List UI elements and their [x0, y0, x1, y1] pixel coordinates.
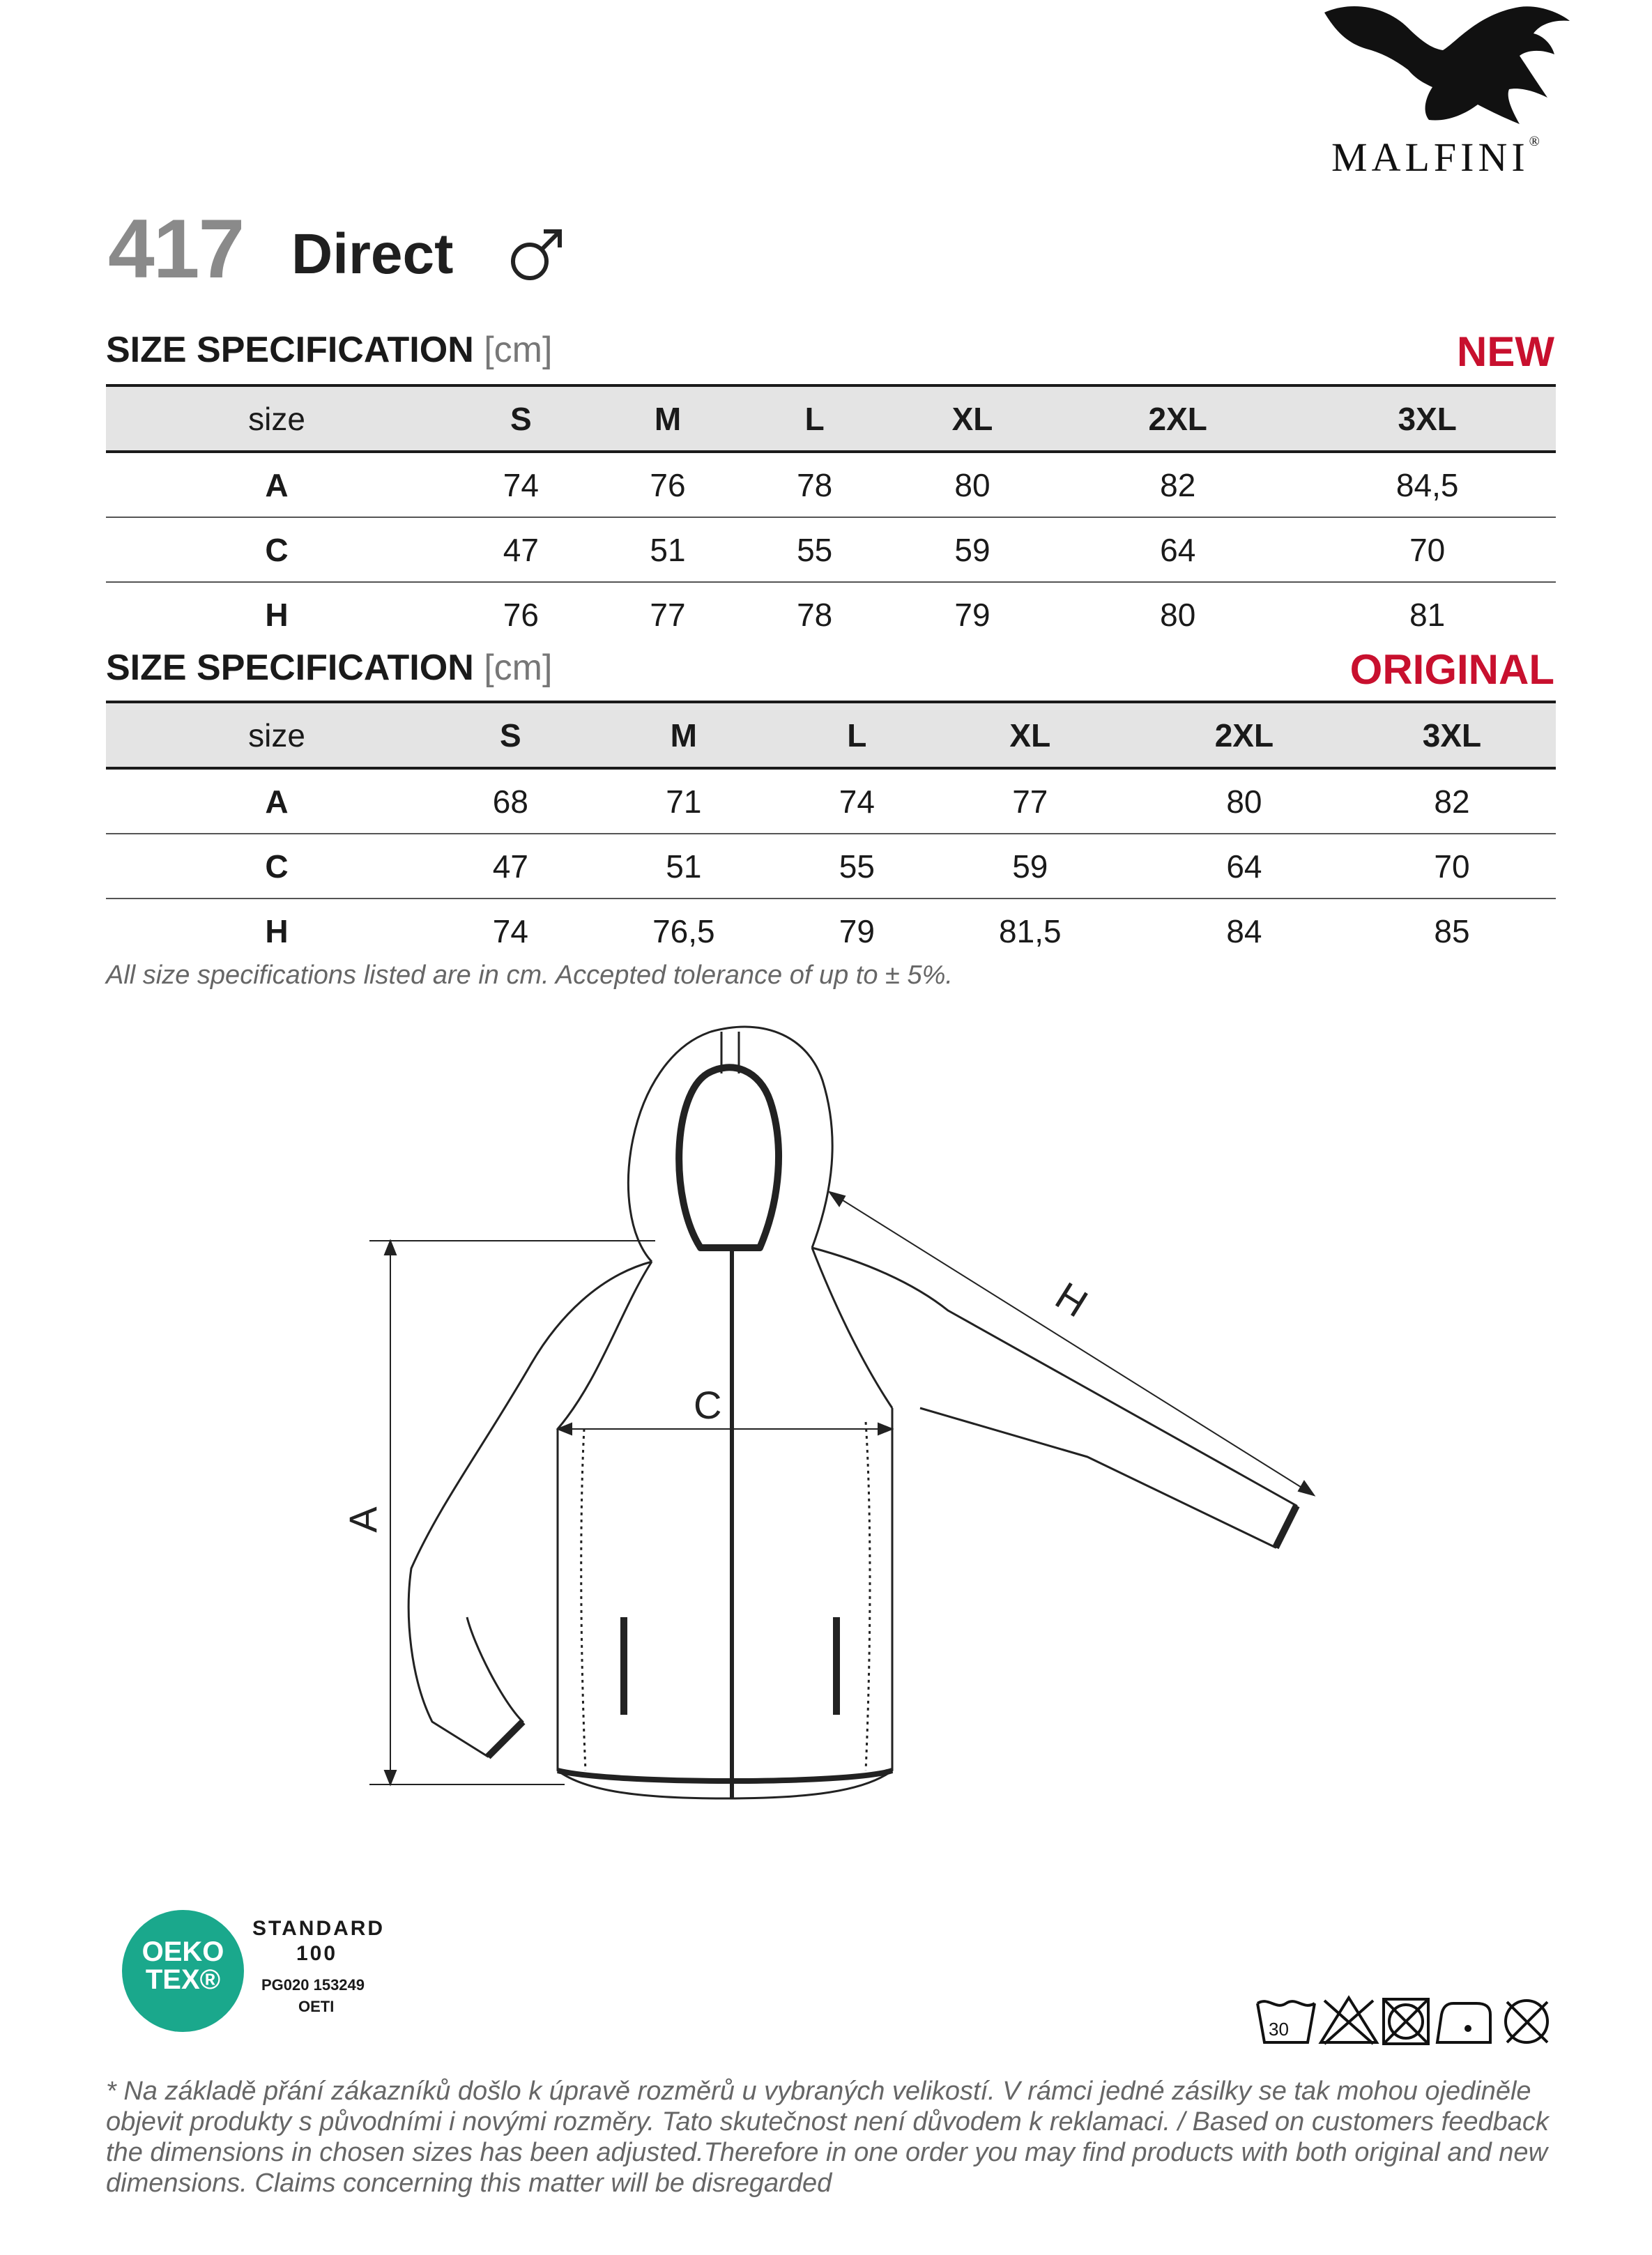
- table-cell: 71: [574, 768, 794, 834]
- dimension-label-c: C: [694, 1383, 722, 1427]
- oeko-standard-label: STANDARD: [252, 1917, 385, 1940]
- table-row: [106, 452, 1556, 517]
- header-cell: L: [741, 385, 888, 452]
- header-cell: M: [595, 385, 742, 452]
- oeko-badge-line1: OEKO: [142, 1936, 224, 1967]
- table-cell: 80: [1160, 596, 1196, 633]
- table-cell: 79: [954, 596, 991, 633]
- table-cell: 84: [1226, 912, 1262, 949]
- table-cell: 76,5: [652, 912, 715, 949]
- row-label: A: [106, 768, 448, 834]
- size-table-new: [106, 384, 1556, 646]
- table-cell: 80: [1140, 768, 1348, 834]
- no-bleach-icon: [1321, 1998, 1377, 2044]
- table-cell: 70: [1299, 517, 1556, 582]
- table-title-new: SIZE SPECIFICATION [cm]: [106, 330, 553, 370]
- table-cell: 64: [1140, 834, 1348, 899]
- table-cell: 77: [920, 768, 1140, 834]
- header-cell: XL: [920, 702, 1140, 768]
- table-row: [106, 834, 1556, 899]
- header-cell: size: [106, 702, 448, 768]
- table-cell: 70: [1348, 834, 1556, 899]
- header-cell: XL: [888, 385, 1057, 452]
- table-cell: 82: [1057, 452, 1299, 517]
- wash-temperature: 30: [1269, 2019, 1289, 2040]
- product-name: Direct: [291, 222, 454, 286]
- eagle-icon: [1310, 0, 1575, 139]
- oeko-standard-number: 100: [296, 1942, 338, 1965]
- header-cell: S: [448, 385, 595, 452]
- oeko-badge-line2: TEX®: [145, 1964, 221, 1995]
- row-label: C: [106, 517, 448, 582]
- table-cell: 51: [595, 517, 742, 582]
- care-icons: [1255, 1994, 1561, 2049]
- row-label: H: [265, 912, 289, 949]
- dimension-label-a: A: [341, 1506, 385, 1533]
- table-cell: 84,5: [1299, 452, 1556, 517]
- table-cell: 81,5: [999, 912, 1062, 949]
- table-cell: 81: [1409, 596, 1446, 633]
- table-cell: 85: [1434, 912, 1470, 949]
- header-cell: M: [574, 702, 794, 768]
- table-cell: 68: [448, 768, 574, 834]
- header-cell: 2XL: [1057, 385, 1299, 452]
- table-cell: 79: [839, 912, 875, 949]
- tolerance-note: All size specifications listed are in cm. Accepted tolerance of up to ± 5%.: [106, 961, 953, 990]
- table-cell: 80: [888, 452, 1057, 517]
- table-cell: 74: [492, 912, 528, 949]
- oeko-institute: OETI: [298, 1998, 335, 2015]
- care-symbols: [1255, 1994, 1561, 2049]
- table-cell: 47: [448, 517, 595, 582]
- iron-low-icon: [1437, 2003, 1490, 2042]
- table-cell: 76: [595, 452, 742, 517]
- size-table-original: [106, 701, 1556, 963]
- row-label: A: [106, 452, 448, 517]
- male-symbol-icon: [509, 223, 565, 286]
- tag-new: NEW: [1457, 328, 1554, 375]
- oeko-tex-badge: [122, 1910, 244, 2032]
- table-row: [106, 517, 1556, 582]
- table-row: [106, 768, 1556, 834]
- table-cell: 82: [1348, 768, 1556, 834]
- table-cell: 64: [1057, 517, 1299, 582]
- jacket-diagram: [321, 1018, 1352, 1826]
- table-header-row: [106, 385, 1556, 452]
- table-cell: 47: [448, 834, 574, 899]
- brand-logo: [1310, 0, 1575, 181]
- tag-original: ORIGINAL: [1349, 646, 1554, 693]
- table-header-row: [106, 702, 1556, 768]
- table-cell: 76: [503, 596, 539, 633]
- table-cell: 59: [920, 834, 1140, 899]
- no-dry-clean-icon: [1506, 2001, 1547, 2042]
- no-tumble-dry-icon: [1384, 1999, 1428, 2044]
- header-cell: 3XL: [1299, 385, 1556, 452]
- table-row: [106, 582, 1556, 646]
- brand-wordmark: MALFINI®: [1331, 134, 1544, 180]
- header-cell: size: [106, 385, 448, 452]
- footer-note: * Na základě přání zákazníků došlo k úpravě rozměrů u vybraných velikostí. V rámci jedné zásilky se tak mohou ojediněle objevit produkty s původními i novými rozměry. Tato skutečnost není důvodem k reklamaci. / Based on customers feedback the dimensions in chosen sizes has been adjusted.Therefore in one order you may find products with both original and new dimensions. Claims concerning this matter will be disregarded: [106, 2077, 1549, 2198]
- header-cell: S: [448, 702, 574, 768]
- table-cell: 59: [888, 517, 1057, 582]
- header-cell: 3XL: [1348, 702, 1556, 768]
- table-cell: 55: [741, 517, 888, 582]
- row-label: H: [265, 596, 289, 633]
- table-cell: 51: [574, 834, 794, 899]
- table-row: [106, 899, 1556, 963]
- product-number: 417: [108, 202, 244, 296]
- header-cell: 2XL: [1140, 702, 1348, 768]
- table-cell: 74: [448, 452, 595, 517]
- dimension-label-h: H: [1048, 1273, 1096, 1326]
- table-cell: 78: [741, 452, 888, 517]
- table-title-original: SIZE SPECIFICATION [cm]: [106, 648, 553, 688]
- table-cell: 74: [794, 768, 920, 834]
- table-cell: 55: [794, 834, 920, 899]
- table-cell: 78: [797, 596, 833, 633]
- header-cell: L: [794, 702, 920, 768]
- row-label: C: [106, 834, 448, 899]
- table-cell: 77: [650, 596, 686, 633]
- oeko-certificate-code: PG020 153249: [261, 1976, 365, 1994]
